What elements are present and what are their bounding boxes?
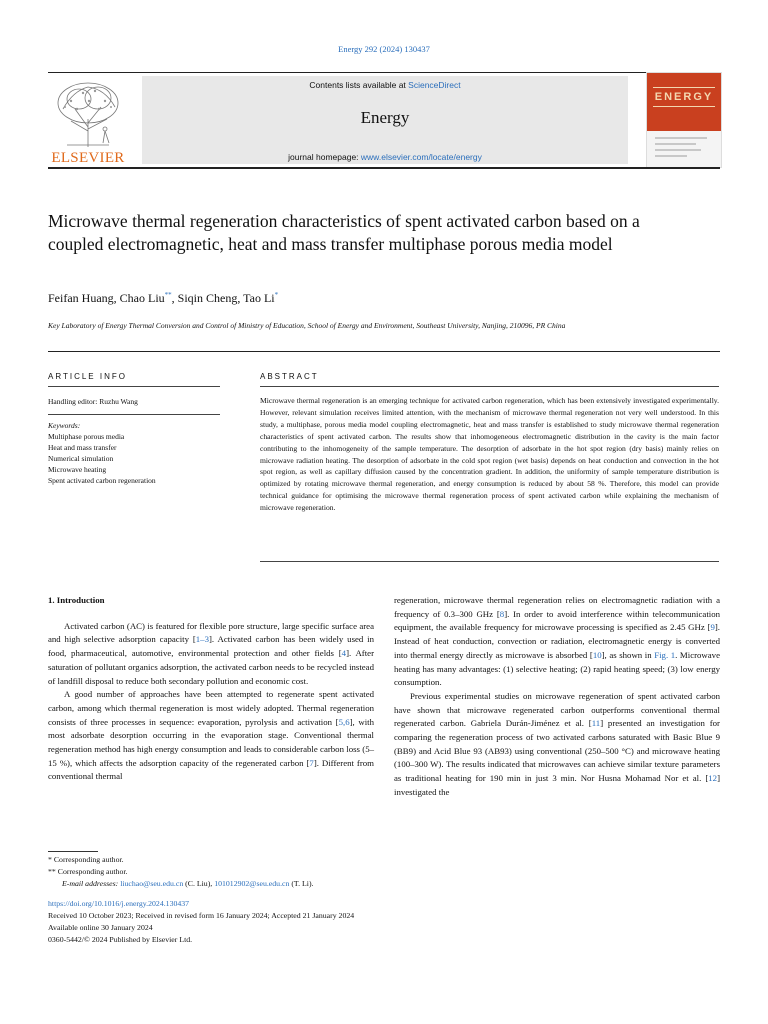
- abstract-rule: [260, 386, 719, 387]
- right-column: [394, 594, 720, 800]
- abstract-text: Microwave thermal regeneration is an emerging technique for activated carbon regeneration, which has been extensively investigated experimentally. However, relevant simulation receives limited attention, with the mechanism of microwave thermal regeneration not very well understood. In this study, a multiphase, porous media model coupling electromagnetic, heat and mass transfer is established to study microwave thermal regeneration characteristics of spent activated carbon. The results show that inhomogeneous electromagnetic distribution in the cavity is the main factor contributing to the inhomogeneity of the sample temperature. The desorption of adsorbate in the hot spot region (dry basis) mainly relies on microwave radiation heating. The desorption of adsorbate in the cold spot region (wet basis) depends on heat conduction and convection in the hot spot region, as well as capillary diffusion caused by the concentration gradient. In addition, the uniformity of sample temperature distribution is optimized by rotating microwave thermal regeneration, and energy consumption is reduced by about 58 %. Therefore, this model can provide technical guidance for optimising the microwave thermal regeneration process of spent activated carbon while explaining the mechanism of microwave regeneration.: [260, 396, 719, 513]
- contents-line: [142, 80, 628, 90]
- doi-text[interactable]: https://doi.org/10.1016/j.energy.2024.130437: [48, 899, 190, 908]
- footnote-corresponding-2: ** Corresponding author.: [48, 867, 128, 876]
- paragraph-text: ]. In order to avoid interference within telecommunication equipment, the available frequency for microwave processing is specified as 2.45 GHz [: [394, 608, 720, 633]
- reference-link[interactable]: 11: [591, 718, 601, 729]
- email-owner: (C. Liu),: [183, 879, 215, 888]
- reference-link[interactable]: 7: [309, 757, 314, 768]
- cover-title: ENERGY: [654, 91, 714, 103]
- footnote-rule: [48, 851, 98, 852]
- handling-editor: Handling editor: Ruzhu Wang: [48, 397, 138, 406]
- corresponding-mark[interactable]: *: [274, 291, 279, 299]
- paragraph-text: Previous experimental studies on microwave regeneration of spent activated carbon have shown that microwave regenerated carbon outperforms conventional thermal regenerated carbon. Gabriela Durán-Jiménez et al. [: [394, 690, 720, 729]
- journal-cover-thumbnail: [646, 72, 722, 168]
- paragraph-text: ], as shown in: [601, 649, 655, 660]
- keyword: Heat and mass transfer: [48, 443, 117, 452]
- keywords-label: Keywords:: [48, 421, 81, 430]
- keyword: Numerical simulation: [48, 454, 114, 463]
- elsevier-tree-icon: [53, 79, 123, 149]
- reference-link[interactable]: 12: [708, 773, 718, 784]
- paragraph-text: ]. After saturation of pollutant organics adsorption, the activated carbon needs to be recycled instead of landfill disposal to reduce both secondary pollution and economic cost.: [48, 648, 375, 686]
- doi-link[interactable]: [48, 898, 189, 909]
- journal-banner: [142, 76, 628, 164]
- email-owner: (T. Li).: [289, 879, 314, 888]
- keywords-block: [48, 420, 220, 486]
- section-rule: [48, 351, 720, 352]
- reference-link[interactable]: 8: [499, 608, 505, 619]
- homepage-line: [142, 152, 628, 162]
- paragraph-text: ]. Activated carbon has been widely used in food, pharmaceutical, automotive, environmental protection and other fields [: [48, 634, 374, 659]
- keywords-rule: [48, 414, 220, 415]
- available-date: Available online 30 January 2024: [48, 923, 153, 932]
- paragraph-text: ] presented an investigation for comparing the regeneration process of two activated carbons saturated with Basic Blue 9 (BB9) and Acid Blue 93 (AB93) using conventional (250–500 °C) and microwave heating (100–300 W). The results indicated that microwaves can achieve similar texture parameters as traditional heating for 190 min in just 3 min. Nor Husna Mohamad Nor et al. [: [394, 718, 720, 784]
- article-title: Microwave thermal regeneration characteristics of spent activated carbon based on a coupled electromagnetic, heat and mass transfer multiphase porous media model: [48, 211, 640, 254]
- journal-citation[interactable]: Energy 292 (2024) 130437: [338, 44, 430, 54]
- cover-color-block: [647, 73, 721, 131]
- paragraph-text: ]. Different from conventional thermal: [48, 757, 374, 782]
- paragraph-text: regeneration, microwave thermal regeneration relies on electromagnetic radiation with a frequency of 0.3–300 GHz [: [394, 595, 720, 619]
- article-info-heading: ARTICLE INFO: [48, 372, 127, 381]
- reference-link[interactable]: Fig. 1: [654, 649, 676, 660]
- contents-prefix: Contents lists available at: [309, 80, 409, 90]
- reference-link[interactable]: 1–3: [195, 634, 209, 645]
- author-name[interactable]: Siqin Cheng: [177, 291, 238, 305]
- author-name[interactable]: Chao Liu: [119, 291, 165, 305]
- journal-name: Energy: [360, 108, 410, 127]
- paragraph: [394, 690, 720, 800]
- keyword: Spent activated carbon regeneration: [48, 476, 156, 485]
- affiliation: Key Laboratory of Energy Thermal Conversion and Control of Ministry of Education, School of Energy and Environment, Southeast University, Nanjing, 210096, PR China: [48, 321, 566, 330]
- elsevier-wordmark: ELSEVIER: [51, 150, 125, 166]
- paragraph: [48, 688, 374, 784]
- received-dates: Received 10 October 2023; Received in revised form 16 January 2024; Accepted 21 January 2024: [48, 911, 355, 920]
- cover-text-lines: [655, 137, 713, 161]
- left-column: [48, 594, 374, 784]
- paragraph-text: ]. Instead of heat conduction, convection or radiation, electromagnetic energy is converted into thermal energy directly as microwave is absorbed [: [394, 622, 720, 660]
- author-list: Feifan Huang, Chao Liu**, Siqin Cheng, Tao Li*: [48, 291, 279, 305]
- header-bottom-rule: [48, 167, 720, 169]
- reference-link[interactable]: 5,6: [338, 716, 350, 727]
- keyword: Microwave heating: [48, 465, 107, 474]
- keyword: Multiphase porous media: [48, 432, 125, 441]
- email-label: E-mail addresses:: [62, 879, 121, 888]
- paragraph-text: ], with most adsorbate desorption occurring in the evaporation stage. Conventional thermal regeneration method has high energy consumption and leads to considerable carbon loss (5–15 %), which affects the adsorption capacity of the regenerated carbon [: [48, 716, 375, 768]
- abstract-bottom-rule: [260, 561, 719, 562]
- article-info-rule: [48, 386, 220, 387]
- footnote-corresponding-1: * Corresponding author.: [48, 855, 124, 864]
- paragraph-text: Activated carbon (AC) is featured for flexible pore structure, large specific surface area and high selective adsorption capacity [: [48, 620, 374, 645]
- paragraph-text: A good number of approaches have been attempted to regenerate spent activated carbon, among which thermal regeneration is most widely adopted. Thermal regeneration consists of three processes in sequence: evaporation, pyrolysis and activation [: [48, 689, 374, 727]
- paragraph: [48, 620, 374, 689]
- reference-link[interactable]: 10: [592, 649, 602, 660]
- footnote-emails: [62, 878, 314, 889]
- paragraph: [394, 594, 720, 690]
- author-name[interactable]: Tao Li: [243, 291, 275, 305]
- email-link[interactable]: liuchao@seu.edu.cn: [120, 879, 184, 888]
- homepage-link[interactable]: www.elsevier.com/locate/energy: [360, 152, 482, 162]
- corresponding-mark[interactable]: **: [164, 291, 172, 299]
- reference-link[interactable]: 4: [341, 648, 347, 659]
- homepage-prefix: journal homepage:: [288, 152, 361, 162]
- header-rule: [48, 72, 720, 73]
- email-link[interactable]: 101012902@seu.edu.cn: [214, 879, 290, 888]
- elsevier-logo: [48, 76, 128, 166]
- copyright: 0360-5442/© 2024 Published by Elsevier Ltd.: [48, 935, 193, 944]
- sciencedirect-link[interactable]: ScienceDirect: [408, 80, 461, 90]
- reference-link[interactable]: 9: [710, 622, 715, 633]
- abstract-heading: ABSTRACT: [260, 372, 319, 381]
- author-name[interactable]: Feifan Huang: [48, 291, 114, 305]
- section-heading: 1. Introduction: [48, 595, 105, 605]
- paragraph-text: . Microwave heating has many advantages: (1) selective heating; (2) rapid heating speed; (3) low energy consumption.: [394, 649, 720, 688]
- paragraph-text: ] investigated the: [394, 773, 720, 797]
